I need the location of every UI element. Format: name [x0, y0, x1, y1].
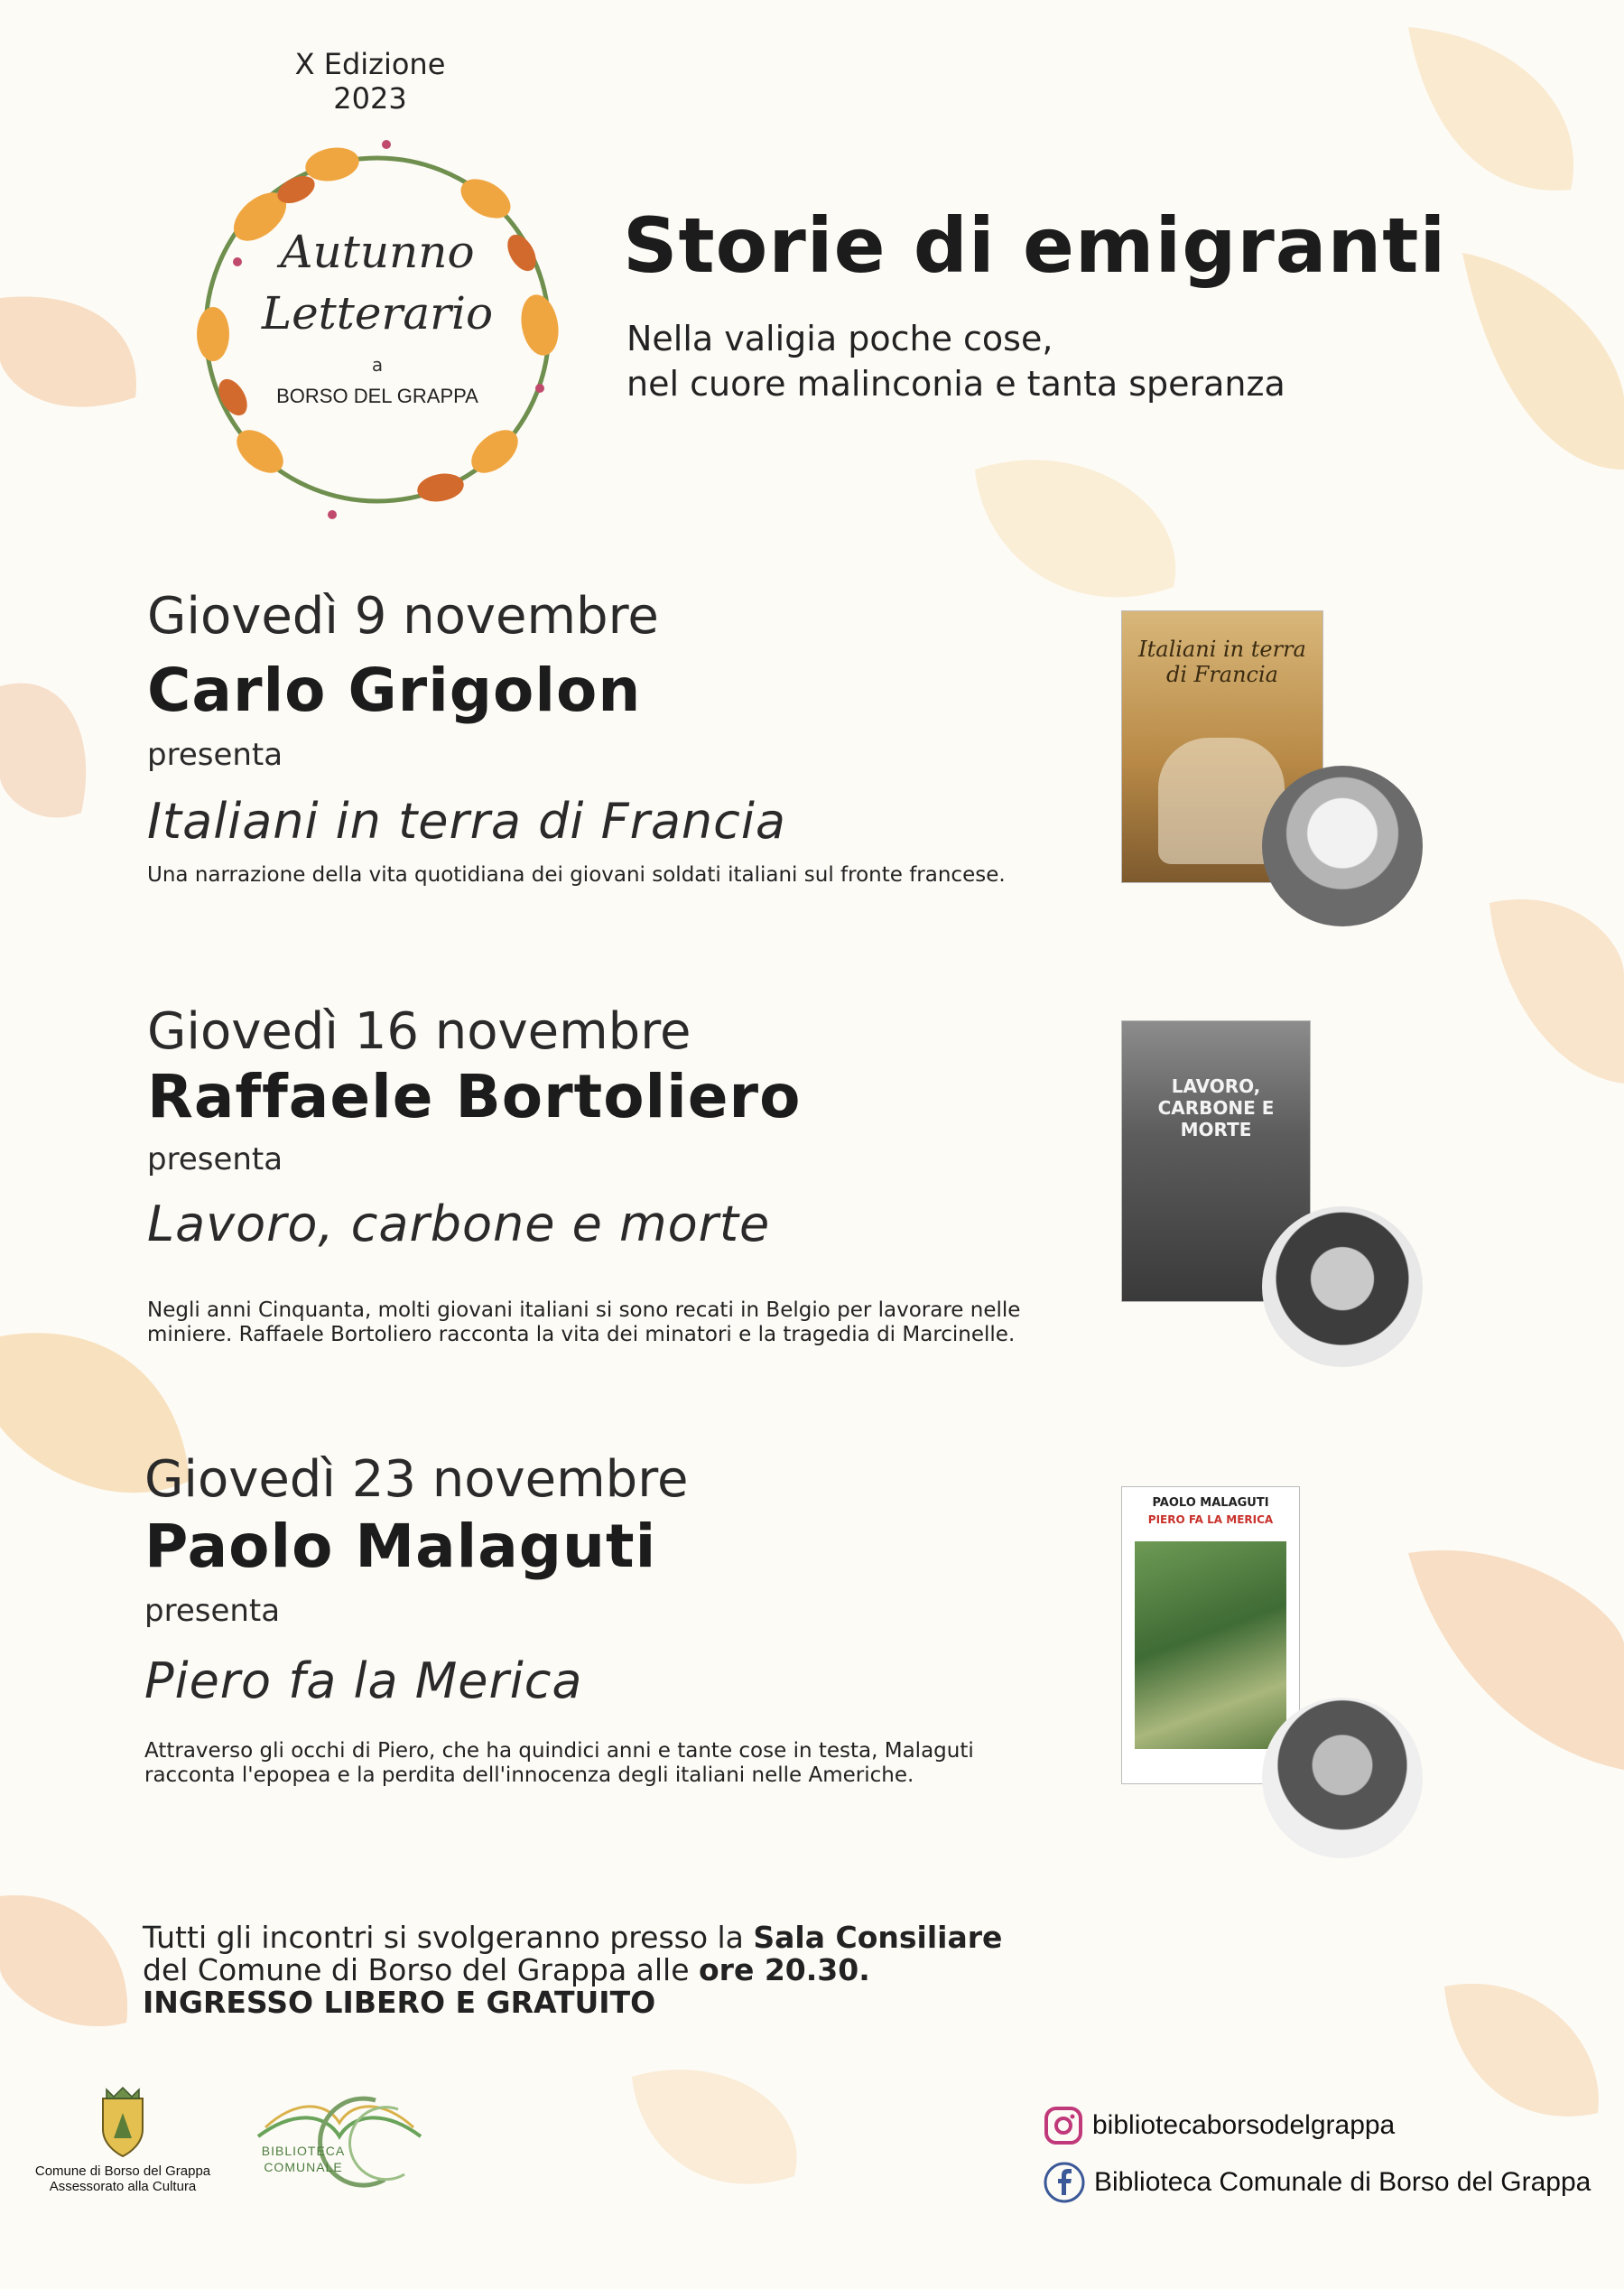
cover-title: Italiani in terra di Francia: [1138, 637, 1306, 687]
page-title: Storie di emigranti: [623, 201, 1447, 290]
comune-assessorato: Assessorato alla Cultura: [49, 2179, 197, 2194]
facebook-link[interactable]: [1044, 2162, 1591, 2203]
author-portrait-3: [1262, 1698, 1423, 1858]
biblioteca-logo: [240, 2073, 439, 2191]
logo-borso: BORSO DEL GRAPPA: [276, 385, 478, 407]
cover-title: PIERO FA LA MERICA: [1147, 1513, 1274, 1526]
cover-author: PAOLO MALAGUTI: [1152, 1496, 1269, 1510]
instagram-link[interactable]: [1044, 2106, 1395, 2145]
page-subtitle: [626, 316, 1285, 406]
instagram-icon: [1044, 2106, 1083, 2145]
venue-room: Sala Consiliare: [753, 1920, 1003, 1955]
autunno-letterario-logo: [152, 117, 603, 542]
event-author: Raffaele Bortoliero: [147, 1062, 802, 1131]
description-line: Attraverso gli occhi di Piero, che ha quindici anni e tante cose in testa, Malaguti: [144, 1739, 974, 1763]
venue-line-2: [143, 1954, 1002, 1987]
description-line: racconta l'epopea e la perdita dell'innocenza degli italiani nelle Americhe.: [144, 1763, 914, 1787]
event-description: [147, 1298, 1020, 1347]
event-presenta: presenta: [144, 1593, 281, 1629]
event-date: Giovedì 9 novembre: [147, 587, 659, 646]
biblioteca-label-1: BIBLIOTECA: [261, 2144, 346, 2158]
edition-text: X Edizione: [294, 47, 446, 81]
venue-line-3: INGRESSO LIBERO E GRATUITO: [143, 1985, 656, 2020]
edition-year: 2023: [333, 81, 407, 116]
author-portrait-1: [1262, 766, 1423, 926]
event-date: Giovedì 16 novembre: [147, 1002, 691, 1061]
biblioteca-label-2: COMUNALE: [264, 2160, 343, 2174]
event-date: Giovedì 23 novembre: [144, 1450, 689, 1509]
event-description: [144, 1739, 974, 1788]
event-presenta: presenta: [147, 737, 283, 773]
author-portrait-2: [1262, 1206, 1423, 1367]
venue-text: del Comune di Borso del Grappa alle: [143, 1952, 700, 1987]
event-author: Paolo Malaguti: [144, 1512, 657, 1581]
logo-autunno: Autunno: [280, 226, 475, 278]
event-presenta: presenta: [147, 1141, 283, 1177]
cover-title: LAVORO, CARBONE E MORTE: [1157, 1075, 1275, 1140]
edition-label: [271, 47, 469, 116]
event-author: Carlo Grigolon: [147, 656, 642, 725]
description-line: Negli anni Cinquanta, molti giovani italiani si sono recati in Belgio per lavorare nelle: [147, 1298, 1021, 1322]
description-line: miniere. Raffaele Bortoliero racconta la vita dei minatori e la tragedia di Marcinelle.: [147, 1323, 1016, 1346]
facebook-page-name: Biblioteca Comunale di Borso del Grappa: [1094, 2167, 1592, 2197]
event-description: Una narrazione della vita quotidiana dei giovani soldati italiani sul fronte francese.: [147, 863, 1006, 887]
event-book-title: Italiani in terra di Francia: [147, 793, 786, 850]
facebook-icon: [1044, 2162, 1085, 2203]
event-1: [147, 587, 1006, 888]
event-book-title: Lavoro, carbone e morte: [147, 1196, 771, 1252]
subtitle-line-2: nel cuore malinconia e tanta speranza: [626, 364, 1285, 404]
venue-info: [143, 1921, 1002, 2019]
event-3: [144, 1450, 974, 1788]
venue-time: ore 20.30.: [699, 1952, 870, 1987]
instagram-handle: bibliotecaborsodelgrappa: [1092, 2110, 1396, 2140]
logo-letterario: Letterario: [261, 287, 494, 340]
event-2: [147, 1002, 1020, 1347]
comune-logo: [32, 2086, 213, 2194]
event-book-title: Piero fa la Merica: [144, 1652, 583, 1709]
logo-a: a: [371, 354, 384, 376]
venue-line-1: [143, 1921, 1002, 1954]
venue-text: Tutti gli incontri si svolgeranno presso la: [143, 1920, 754, 1955]
subtitle-line-1: Nella valigia poche cose,: [626, 319, 1053, 358]
comune-name: Comune di Borso del Grappa: [34, 2163, 211, 2179]
coat-of-arms-icon: [94, 2086, 152, 2158]
